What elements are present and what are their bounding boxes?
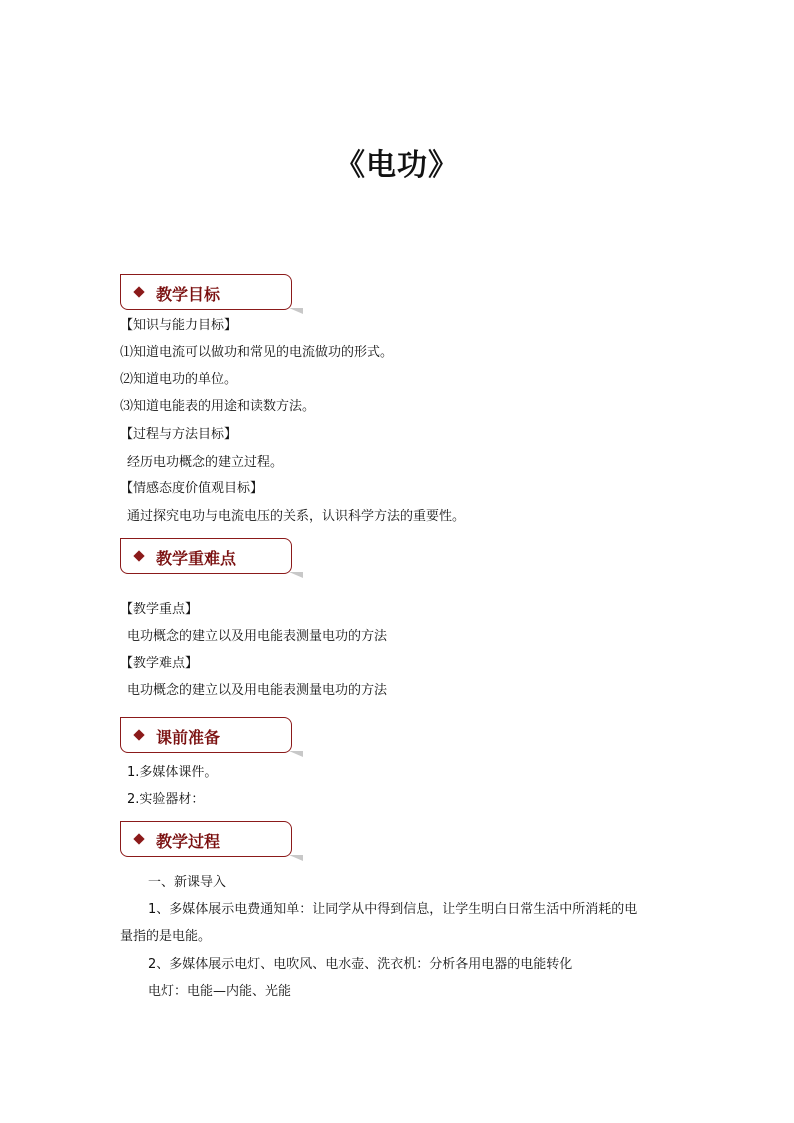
section-label: 教学目标 [156,285,221,304]
subheading-difficulty: 【教学难点】 [120,656,199,671]
key-point-text: 电功概念的建立以及用电能表测量电功的方法 [127,629,388,644]
preparation-item: 1.多媒体课件。 [127,765,218,780]
section-header-objectives [120,274,292,310]
section-label: 教学重难点 [156,549,237,568]
difficulty-text: 电功概念的建立以及用电能表测量电功的方法 [127,683,388,698]
objective-item: ⑴知道电流可以做功和常见的电流做功的形式。 [120,345,394,360]
diamond-icon [133,286,144,297]
preparation-item: 2.实验器材： [127,792,205,807]
objective-item: ⑵知道电功的单位。 [120,372,238,387]
subheading-key-point: 【教学重点】 [120,602,199,617]
process-paragraph: 2、多媒体展示电灯、电吹风、电水壶、洗衣机：分析各用电器的电能转化 [148,957,573,972]
objective-item: ⑶知道电能表的用途和读数方法。 [120,399,316,414]
diamond-icon [133,550,144,561]
section-header-key-points [120,538,292,574]
section-label: 课前准备 [156,728,221,747]
document-title: 《电功》 [335,148,459,183]
process-paragraph: 1、多媒体展示电费通知单：让同学从中得到信息，让学生明白日常生活中所消耗的电 [148,902,638,917]
objective-item: 经历电功概念的建立过程。 [127,455,284,470]
diamond-icon [133,833,144,844]
section-header-process [120,821,292,857]
section-header-preparation [120,717,292,753]
objective-item: 通过探究电功与电流电压的关系，认识科学方法的重要性。 [127,509,466,524]
subheading-process-method: 【过程与方法目标】 [120,427,238,442]
section-label: 教学过程 [156,832,221,851]
subheading-attitude: 【情感态度价值观目标】 [120,481,264,496]
process-heading: 一、新课导入 [148,875,227,890]
diamond-icon [133,729,144,740]
subheading-knowledge: 【知识与能力目标】 [120,318,238,333]
process-paragraph-continued: 量指的是电能。 [120,929,212,944]
process-paragraph: 电灯：电能—内能、光能 [148,984,292,999]
